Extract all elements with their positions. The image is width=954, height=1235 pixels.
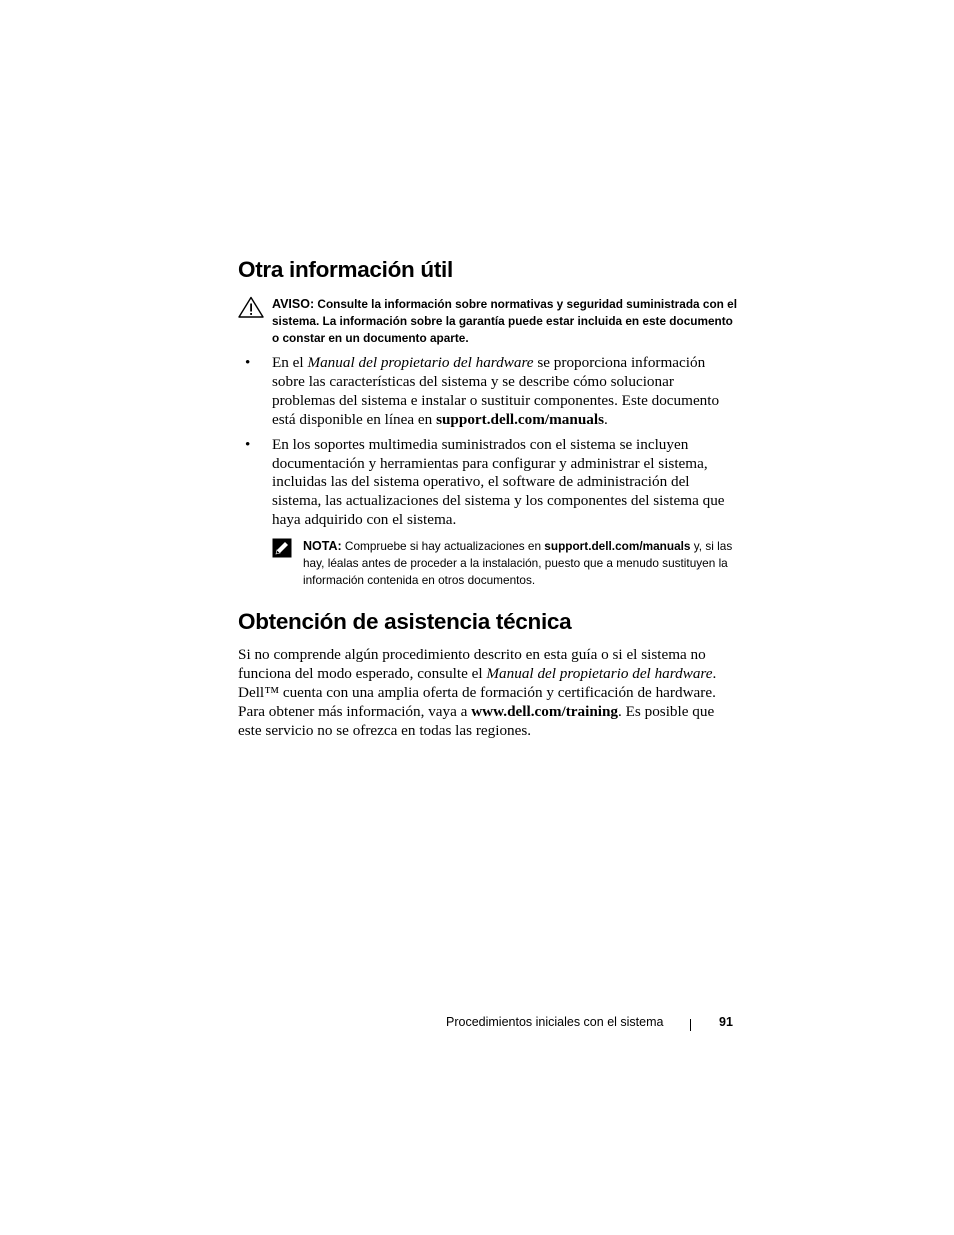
bullet-text: . bbox=[604, 410, 608, 428]
info-bullet-list bbox=[238, 354, 738, 536]
paragraph-text: . Dell™ cuenta con una amplia oferta de formación y certificación de hardware. Para obtener más información, vaya a bbox=[238, 664, 717, 720]
bullet-text: En el bbox=[272, 354, 308, 371]
training-link[interactable]: www.dell.com/training bbox=[471, 702, 619, 720]
page-number: 91 bbox=[719, 1015, 733, 1029]
footer-divider bbox=[690, 1019, 691, 1031]
bullet-icon: • bbox=[245, 435, 251, 453]
bullet-text: En los soportes multimedia suministrados con el sistema se incluyen documentación y herramientas para configurar y administrar el sistema, incluidas las del sistema operativo, el software de administración del sistema, las actualizaciones del sistema y los componentes del sistema que haya adquirido con el sistema. bbox=[272, 435, 725, 529]
paragraph-text: Si no comprende algún procedimiento descrito en esta guía o si el sistema no funciona del modo esperado, consulte el bbox=[238, 646, 706, 682]
support-manuals-link[interactable]: support.dell.com/manuals bbox=[436, 410, 604, 428]
support-paragraph bbox=[238, 646, 738, 741]
section-heading-otra-informacion: Otra información útil bbox=[238, 257, 453, 282]
warning-triangle-icon bbox=[238, 296, 264, 318]
list-item bbox=[238, 354, 738, 430]
aviso-label: AVISO: bbox=[272, 297, 315, 311]
aviso-notice bbox=[238, 296, 738, 347]
section-heading-asistencia-tecnica: Obtención de asistencia técnica bbox=[238, 609, 572, 634]
nota-text: y, si las hay, léalas antes de proceder a la instalación, puesto que a menudo sustituyen la información contenida en otros documentos. bbox=[303, 539, 733, 587]
bullet-icon: • bbox=[245, 354, 251, 371]
aviso-text: Consulte la información sobre normativas y seguridad suministrada con el sistema. La información sobre la garantía puede estar incluida en este documento o constar en un documento aparte. bbox=[272, 297, 737, 345]
manual-title: Manual del propietario del hardware bbox=[486, 664, 713, 682]
list-item bbox=[238, 436, 738, 531]
nota-notice bbox=[272, 538, 742, 589]
nota-label: NOTA: bbox=[303, 539, 342, 553]
manual-title: Manual del propietario del hardware bbox=[307, 354, 534, 371]
note-pencil-icon bbox=[272, 538, 292, 558]
nota-text: Compruebe si hay actualizaciones en bbox=[341, 539, 545, 553]
support-manuals-link[interactable]: support.dell.com/manuals bbox=[544, 539, 691, 553]
paragraph-text: . Es posible que este servicio no se ofrezca en todas las regiones. bbox=[238, 702, 715, 739]
footer-title: Procedimientos iniciales con el sistema bbox=[446, 1015, 664, 1029]
bullet-text: se proporciona información sobre las características del sistema y se describe cómo solucionar problemas del sistema e instalar o sustituir componentes. Este documento está disponible en línea en bbox=[272, 354, 720, 428]
